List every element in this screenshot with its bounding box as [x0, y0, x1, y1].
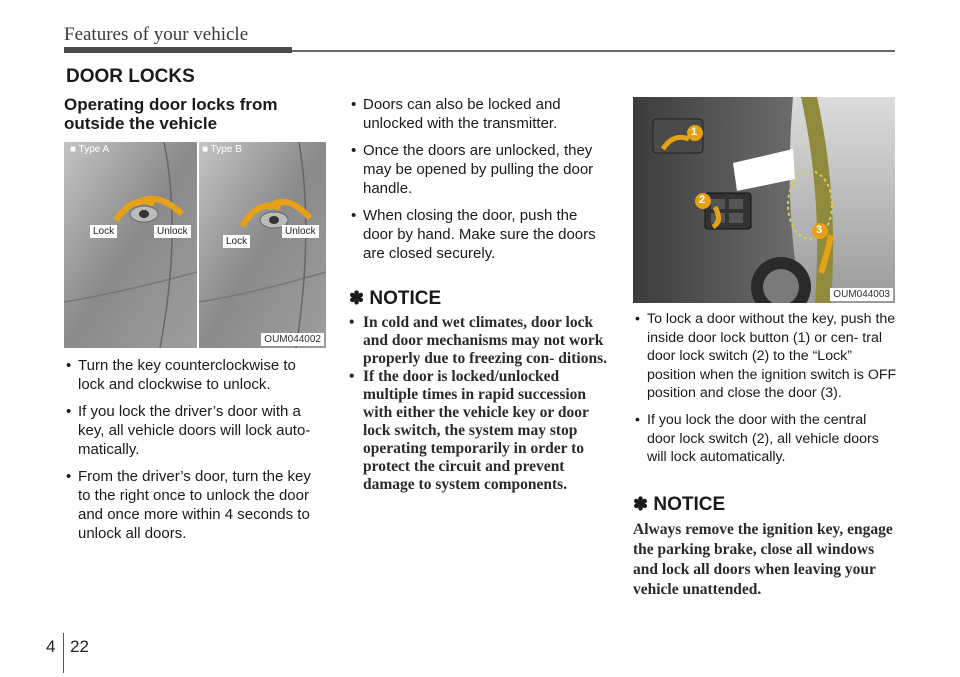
notice-item: • If the door is locked/unlocked multiple times in rapid succession with either the vehicle key or door lock switch, the system may stop operating temporarily in order to protect the circuit and prevent damage to system components.	[349, 368, 611, 494]
list-item: • If you lock the driver’s door with a key, all vehicle doors will lock auto- matically.	[64, 402, 326, 459]
door-key-illustration	[64, 142, 326, 348]
inside-door-figure	[633, 97, 895, 303]
list-item: • From the driver’s door, turn the key to the right once to unlock the door and once more within 4 seconds to unlock all doors.	[64, 467, 326, 543]
list-item: • Turn the key counterclockwise to lock and clockwise to unlock.	[64, 356, 326, 394]
subsection-title-line2: outside the vehicle	[64, 114, 218, 133]
type-a-label: ■ Type A	[70, 144, 110, 155]
type-a-unlock-label: Unlock	[154, 225, 191, 238]
list-item: • Once the doors are unlocked, they may be opened by pulling the door handle.	[349, 141, 611, 198]
notice-item: • In cold and wet climates, door lock and door mechanisms may not work properly due to freezing con- ditions.	[349, 314, 611, 368]
chapter-number: 4	[46, 637, 56, 656]
callout-number-2: 2	[699, 194, 706, 206]
left-column	[64, 95, 326, 133]
notice-text: Always remove the ignition key, engage the parking brake, close all windows and lock all doors when leaving your vehicle unattended.	[633, 520, 893, 598]
type-b-lock-label: Lock	[223, 235, 250, 248]
page-number: 22	[70, 637, 89, 656]
notice-title: NOTICE	[369, 288, 442, 309]
callout-number-1: 1	[691, 126, 698, 138]
header-rule	[292, 50, 895, 52]
callout-number-3: 3	[816, 224, 823, 236]
type-b-unlock-label: Unlock	[282, 225, 319, 238]
page-header-title: Features of your vehicle	[64, 24, 249, 45]
figure-code: OUM044003	[830, 288, 893, 301]
inside-door-illustration	[633, 97, 895, 303]
list-item: • If you lock the door with the central door lock switch (2), all vehicle doors will lock automatically.	[633, 411, 897, 467]
notice-heading	[633, 493, 897, 516]
list-item: • When closing the door, push the door by hand. Make sure the doors are closed securely.	[349, 206, 611, 263]
header-bar-dark	[64, 47, 292, 53]
figure-code: OUM044002	[261, 333, 324, 346]
type-b-label: ■ Type B	[202, 144, 242, 155]
middle-column	[349, 95, 611, 494]
notice-star-icon: ✽	[349, 288, 365, 308]
list-item: • To lock a door without the key, push the inside door lock button (1) or cen- tral door lock switch (2) to the “Lock” position when the ignition switch is OFF position and close the door (3).	[633, 310, 897, 403]
notice-title: NOTICE	[653, 493, 726, 515]
subsection-title-line1: Operating door locks from	[64, 95, 278, 114]
left-bullets	[64, 356, 326, 551]
section-title: DOOR LOCKS	[66, 66, 195, 87]
list-item: • Doors can also be locked and unlocked with the transmitter.	[349, 95, 611, 133]
notice-star-icon: ✽	[633, 493, 649, 514]
notice-heading	[349, 287, 611, 310]
type-a-lock-label: Lock	[90, 225, 117, 238]
door-key-figure	[64, 142, 326, 348]
footer-divider	[63, 633, 64, 673]
right-column	[633, 310, 897, 600]
